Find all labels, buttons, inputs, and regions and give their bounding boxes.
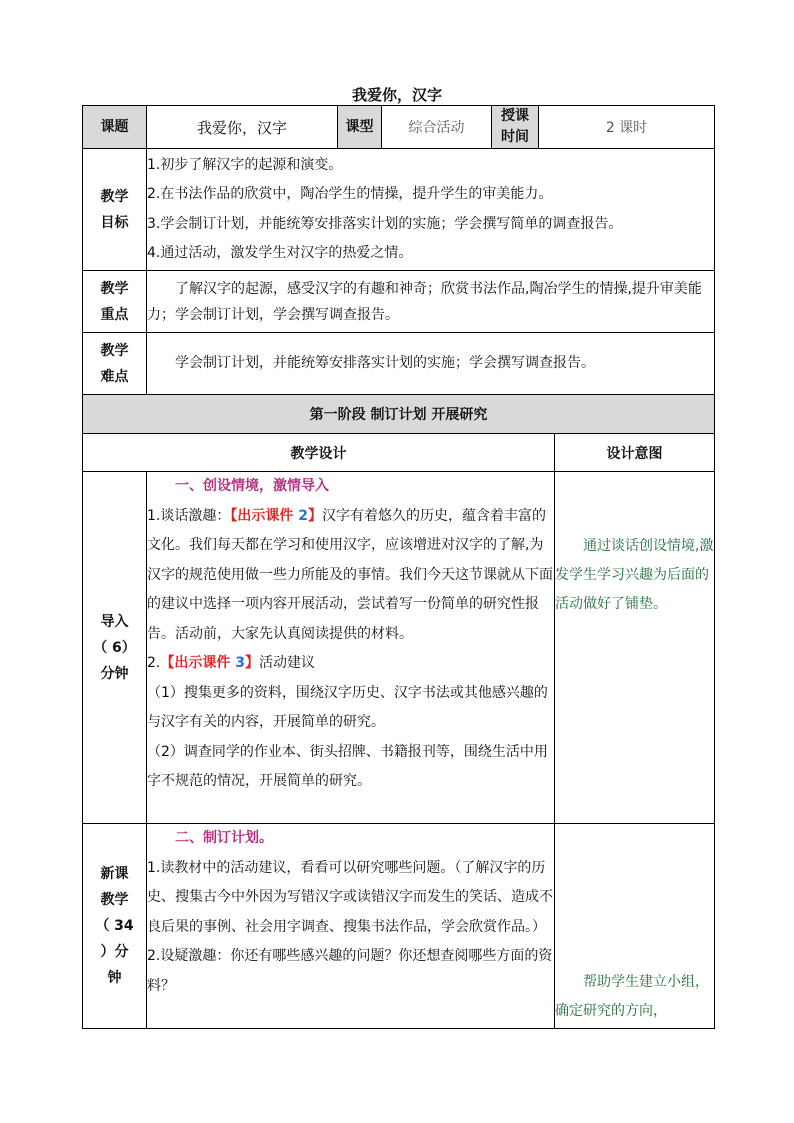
newlesson-label-line1: 新课 — [100, 866, 129, 882]
intro-content — [147, 472, 555, 824]
time-label — [492, 106, 539, 149]
difficulties-row — [83, 333, 715, 395]
topic-label: 课题 — [83, 106, 147, 149]
key-points-text: 了解汉字的起源，感受汉字的有趣和神奇；欣赏书法作品,陶冶学生的情操,提升审美能力；学会制订计划，学会撰写调查报告。 — [147, 280, 702, 323]
courseware-ref-open: 【出示课件 — [230, 507, 299, 524]
goals-label-line2: 目标 — [100, 214, 129, 231]
courseware-ref-close: 】 — [307, 507, 322, 524]
newlesson-paragraph-1: 1.读教材中的活动建议，看看可以研究哪些问题。（了解汉字的历史、搜集古今中外因为写错汉字或读错汉字而发生的笑话、造成不良后果的事例、社会用字调查、搜集书法作品，学会欣赏作品。） — [147, 859, 553, 935]
intro-p2-text: 活动建议 — [258, 655, 315, 671]
goals-row — [83, 149, 715, 271]
newlesson-content — [147, 824, 555, 1029]
newlesson-heading: 二、制订计划。 — [175, 830, 273, 846]
lesson-plan-table — [82, 105, 715, 1029]
difficulties-label-line2: 难点 — [100, 368, 129, 385]
newlesson-label-line5: 钟 — [107, 970, 122, 986]
courseware-ref-number: 2 — [298, 507, 308, 524]
intro-heading: 一、创设情境，激情导入 — [175, 478, 329, 494]
goals-label-line1: 教学 — [100, 188, 129, 205]
goal-item: 3.学会制订计划，并能统筹安排落实计划的实施；学会撰写简单的调查报告。 — [147, 215, 623, 232]
newlesson-row — [83, 824, 715, 1029]
goal-item: 2.在书法作品的欣赏中，陶冶学生的情操，提升学生的审美能力。 — [147, 186, 553, 202]
newlesson-intent-text: 帮助学生建立小组，确定研究的方向， — [555, 974, 709, 1019]
newlesson-paragraph-2: 2.设疑激趣：你还有哪些感兴趣的问题？你还想查阅哪些方面的资料？ — [147, 948, 553, 994]
intro-label — [83, 472, 147, 824]
intro-p1-text: 汉字有着悠久的历史，蕴含着丰富的文化。我们每天都在学习和使用汉字，应该增进对汉字的了解,为汉字的规范使用做一些力所能及的事情。我们今天这节课就从下面的建议中选择一项内容开展活动，尝试着写一份简单的研究性报告。活动前，大家先认真阅读提供的材料。 — [147, 507, 553, 642]
goal-item: 4.通过活动，激发学生对汉字的热爱之情。 — [147, 245, 413, 261]
goals-label — [83, 149, 147, 271]
stage-row — [83, 395, 715, 434]
design-header-row — [83, 434, 715, 472]
intro-label-line3: 分钟 — [100, 665, 129, 682]
courseware-ref-close: 】 — [244, 655, 259, 671]
difficulties-label — [83, 333, 147, 395]
intro-intent — [555, 472, 715, 824]
difficulties-label-line1: 教学 — [100, 342, 129, 359]
intro-paragraph-2 — [147, 649, 554, 679]
header-row — [83, 106, 715, 149]
time-value: 2 课时 — [539, 106, 715, 149]
intro-p2-prefix: 2. — [147, 655, 161, 671]
newlesson-label — [83, 824, 147, 1029]
key-points-row — [83, 271, 715, 333]
goal-item: 1.初步了解汉字的起源和演变。 — [147, 156, 343, 173]
intro-row — [83, 472, 715, 824]
intent-header: 设计意图 — [555, 434, 715, 472]
intro-label-line2: （ 6） — [93, 639, 136, 656]
type-value: 综合活动 — [382, 106, 492, 149]
difficulties-text: 学会制订计划，并能统筹安排落实计划的实施；学会撰写调查报告。 — [175, 354, 595, 371]
intro-label-line1: 导入 — [100, 613, 129, 630]
topic-value: 我爱你，汉字 — [147, 106, 338, 149]
key-points-label — [83, 271, 147, 333]
document-title: 我爱你，汉字 — [351, 86, 442, 104]
type-label: 课型 — [338, 106, 382, 149]
intro-p1-prefix: 1.谈话激趣： — [147, 507, 231, 524]
key-points-label-line1: 教学 — [100, 280, 129, 297]
goals-content — [147, 149, 715, 271]
intro-paragraph-1 — [147, 502, 554, 650]
time-label-line2: 时间 — [501, 129, 529, 145]
newlesson-label-line4: ）分 — [100, 944, 129, 960]
key-points-content — [147, 271, 715, 333]
intro-paragraph-4: （2）调查同学的作业本、街头招牌、书籍报刊等，围绕生活中用字不规范的情况，开展简单的研究。 — [147, 743, 548, 789]
difficulties-content — [147, 333, 715, 395]
newlesson-intent — [555, 824, 715, 1029]
courseware-ref-number: 3 — [235, 655, 245, 671]
intro-paragraph-3: （1）搜集更多的资料，围绕汉字历史、汉字书法或其他感兴趣的与汉字有关的内容，开展简单的研究。 — [147, 684, 548, 730]
stage-title: 第一阶段 制订计划 开展研究 — [83, 395, 715, 434]
key-points-label-line2: 重点 — [100, 306, 129, 323]
courseware-ref-open: 【出示课件 — [160, 655, 236, 671]
time-label-line1: 授课 — [501, 108, 529, 124]
newlesson-label-line3: （ 34 — [95, 918, 134, 934]
newlesson-label-line2: 教学 — [100, 892, 129, 908]
design-header: 教学设计 — [83, 434, 555, 472]
intro-intent-text: 通过谈话创设情境,激发学生学习兴趣为后面的活动做好了铺垫。 — [555, 538, 714, 612]
